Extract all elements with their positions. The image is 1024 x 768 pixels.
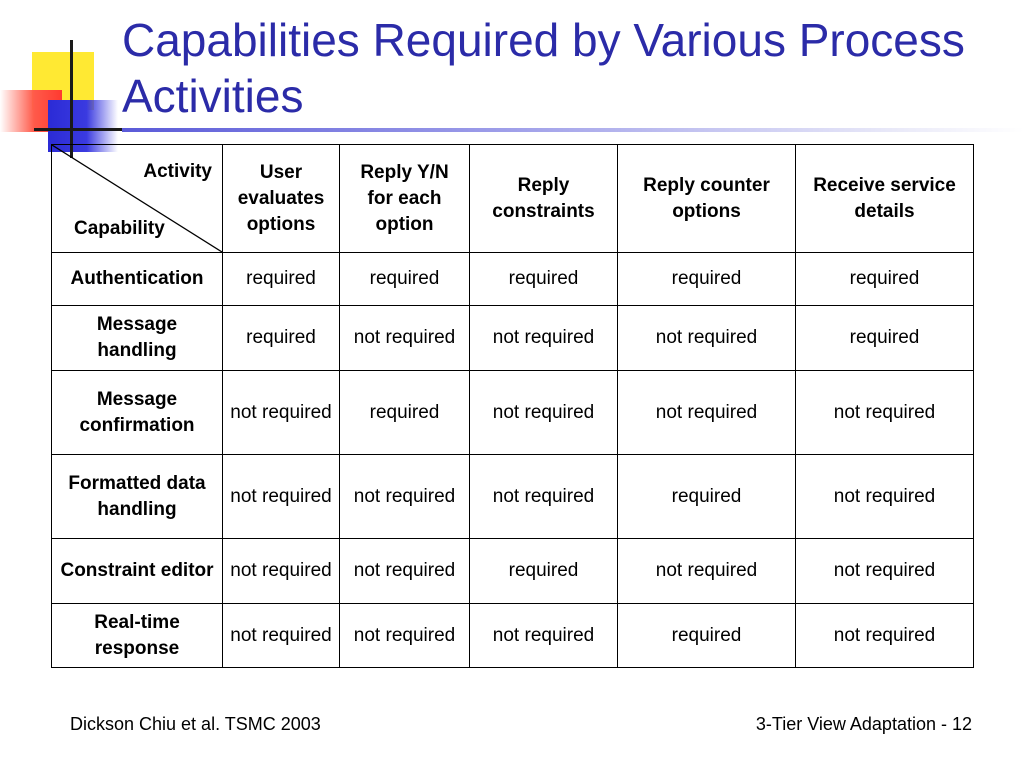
table-row [52,604,974,668]
table-cell: required [796,306,974,371]
table-cell: not required [796,604,974,668]
table-row [52,306,974,371]
row-header-cell: Message confirmation [52,371,223,455]
table-cell: required [470,253,618,306]
table-row [52,253,974,306]
table-cell: not required [223,371,340,455]
table-cell: required [340,371,470,455]
table-cell: required [796,253,974,306]
table-row [52,539,974,604]
column-header: User evaluates options [223,145,340,253]
logo-horizontal-line [34,128,124,131]
table-cell: required [340,253,470,306]
table-cell: not required [223,455,340,539]
table-cell: required [223,306,340,371]
title-underline [122,128,1024,132]
table-cell: not required [470,306,618,371]
table-cell: required [618,455,796,539]
logo-vertical-line [70,40,73,158]
table-cell: not required [796,539,974,604]
row-header-cell: Real-time response [52,604,223,668]
column-header: Reply constraints [470,145,618,253]
table-row [52,371,974,455]
column-header: Reply counter options [618,145,796,253]
table-cell: required [618,604,796,668]
table-cell: not required [340,539,470,604]
row-header-cell: Authentication [52,253,223,306]
table-cell: not required [796,371,974,455]
corner-header-cell [52,145,223,253]
table-row [52,455,974,539]
corner-activity-label: Activity [143,161,212,182]
table-header-row [52,145,974,253]
table-cell: not required [340,306,470,371]
capabilities-table [51,144,974,668]
corner-capability-label: Capability [74,218,165,239]
slide-title: Capabilities Required by Various Process Activities [122,14,965,122]
table-cell: not required [796,455,974,539]
row-header-cell: Constraint editor [52,539,223,604]
footer-page-label: 3-Tier View Adaptation - 12 [755,714,972,734]
table-cell: required [223,253,340,306]
table-cell: not required [470,604,618,668]
column-header: Receive service details [796,145,974,253]
table-cell: required [618,253,796,306]
table-cell: required [470,539,618,604]
table-cell: not required [618,539,796,604]
table-cell: not required [470,455,618,539]
footer-author: Dickson Chiu et al. TSMC 2003 [70,714,321,734]
table-cell: not required [223,604,340,668]
table-cell: not required [223,539,340,604]
table-cell: not required [340,604,470,668]
table-cell: not required [618,306,796,371]
column-header: Reply Y/N for each option [340,145,470,253]
table-cell: not required [470,371,618,455]
row-header-cell: Message handling [52,306,223,371]
table-cell: not required [618,371,796,455]
row-header-cell: Formatted data handling [52,455,223,539]
table-cell: not required [340,455,470,539]
